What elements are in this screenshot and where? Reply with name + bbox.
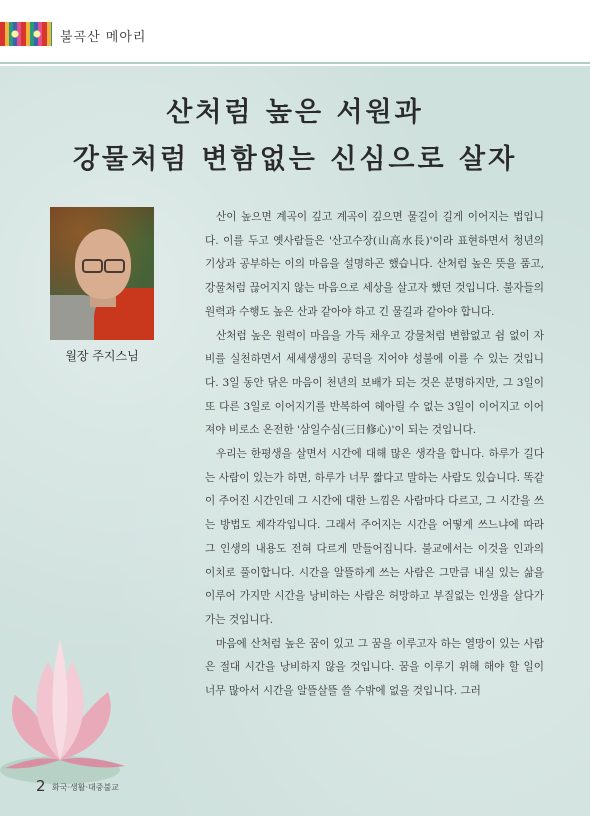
section-title: 불곡산 메아리 xyxy=(60,30,147,45)
article-title-line2: 강물처럼 변함없는 신심으로 살자 xyxy=(72,144,518,175)
paragraph: 산처럼 높은 원력이 마음을 가득 채우고 강물처럼 변함없고 쉼 없이 자비를 실천하면서 세세생생의 공덕을 지어야 성불에 이를 수 있는 것입니다. 3일 동안 닦은 마음이 천년의 보배가 되는 것은 분명하지만, 그 3일이 또 다른 3일로 이어지기를 반복하여 헤아릴 수 없는 3일이 이어지고 이어져야 비로소 온전한 '삼일수심(三日修心)'이 되는 것입니다. xyxy=(205,329,544,437)
paragraph: 산이 높으면 계곡이 깊고 계곡이 깊으면 물길이 길게 이어지는 법입니다. 이를 두고 옛사람들은 '산고수장(山高水長)'이라 표현하면서 청년의 기상과 공부하는 이의 마음을 설명하곤 했습니다. 산처럼 높은 뜻을 품고, 강물처럼 끊어지지 않는 마음으로 세상을 살고자 했던 것입니다. 불자들의 원력과 수행도 높은 산과 같아야 하고 긴 물길과 같아야 합니다. xyxy=(205,211,544,318)
lotus-flower-illustration xyxy=(0,600,150,800)
page-number: 2 xyxy=(36,777,46,795)
monk-portrait-photo xyxy=(50,207,154,340)
photo-caption: 월장 주지스님 xyxy=(65,349,139,363)
paragraph: 우리는 한평생을 살면서 시간에 대해 많은 생각을 합니다. 하루가 길다는 사람이 있는가 하면, 하루가 너무 짧다고 말하는 사람도 있습니다. 똑같이 주어진 시간인데 그 시간에 대한 느낌은 사람마다 다르고, 그 시간을 쓰는 방법도 제각각입니다. 그래서 주어지는 시간을 어떻게 쓰느냐에 따라 그 인생의 내용도 전혀 다르게 만들어집니다. 불교에서는 이것을 인과의 이치로 풀이합니다. 시간을 알뜰하게 쓰는 사람은 그만큼 내실 있는 삶을 이루어 가지만 시간을 낭비하는 사람은 허망하고 부질없는 인생을 살다가 가는 것입니다. xyxy=(205,448,544,626)
publication-name: 화국·생활·대중불교 xyxy=(52,783,119,792)
article-title-line1: 산처럼 높은 서원과 xyxy=(166,97,424,128)
paragraph: 마음에 산처럼 높은 꿈이 있고 그 꿈을 이루고자 하는 열망이 있는 사람은 절대 시간을 낭비하지 않을 것입니다. 꿈을 이루기 위해 해야 할 일이 너무 많아서 시간을 알뜰살뜰 쓸 수밖에 없을 것입니다. 그러 xyxy=(205,637,544,698)
dancheong-ornament-icon xyxy=(0,22,52,46)
page-header xyxy=(0,0,590,66)
article-body xyxy=(205,206,544,704)
header-divider xyxy=(0,62,590,64)
